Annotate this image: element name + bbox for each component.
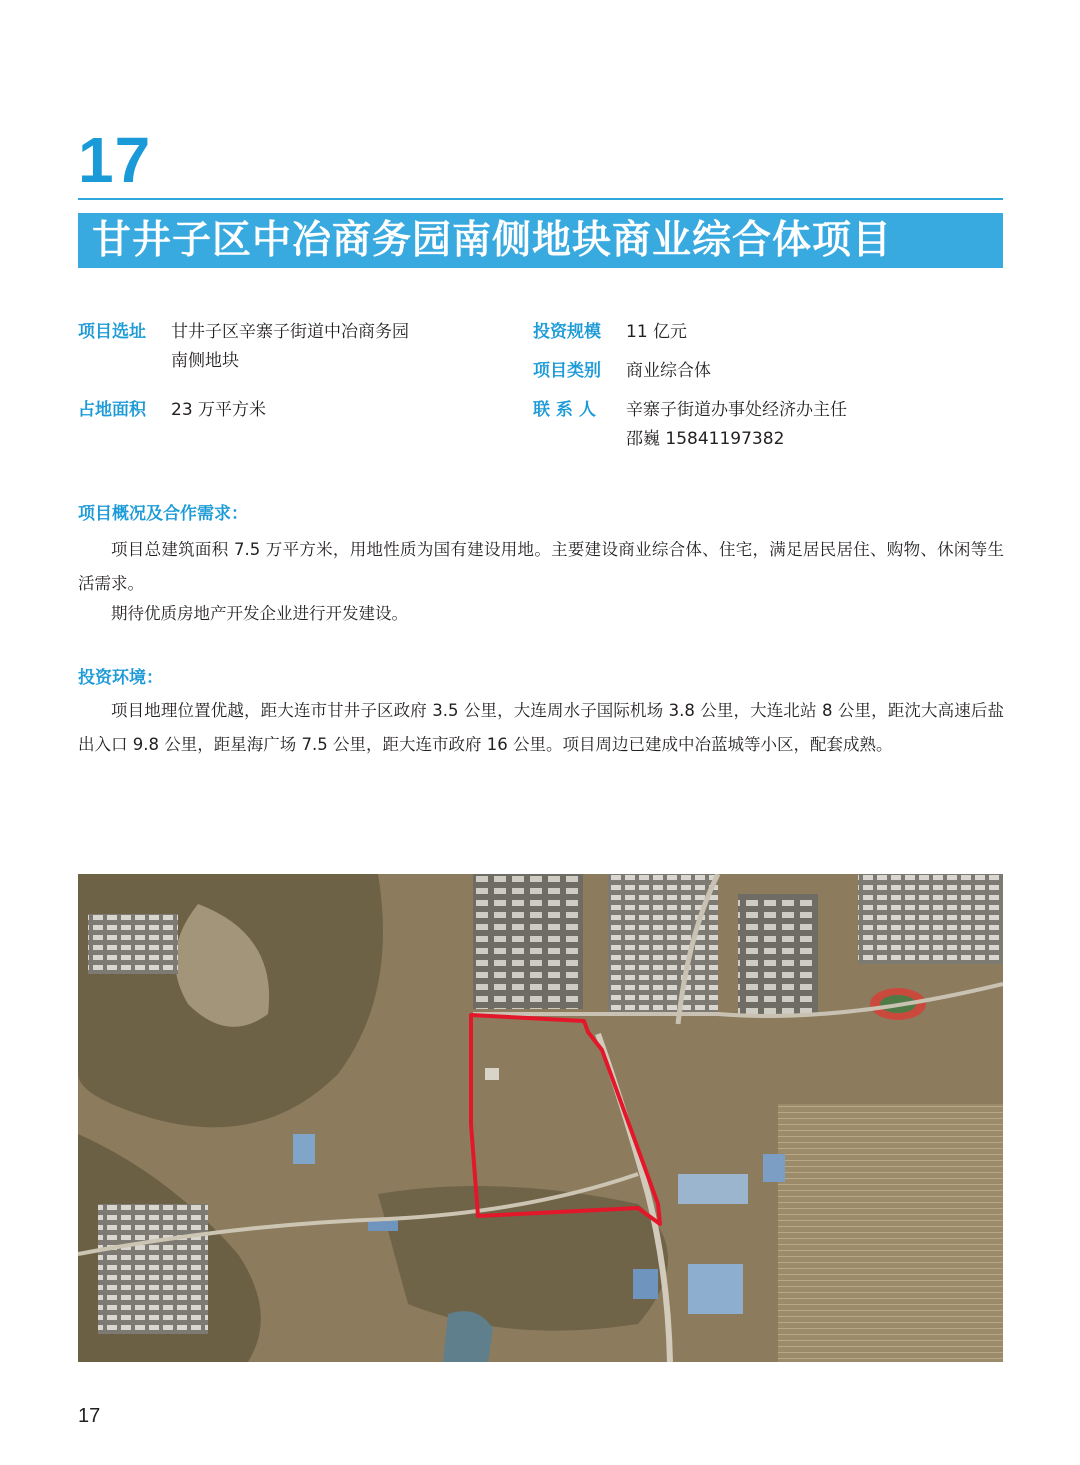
location-value-line2: 南侧地块 xyxy=(171,351,239,371)
contact-label: 联 系 人 xyxy=(533,400,596,420)
project-title: 甘井子区中冶商务园南侧地块商业综合体项目 xyxy=(78,213,1003,268)
project-number: 17 xyxy=(78,124,152,196)
area-label: 占地面积 xyxy=(78,400,146,420)
overview-paragraph-2: 期待优质房地产开发企业进行开发建设。 xyxy=(111,604,408,623)
area-field xyxy=(78,396,498,426)
environment-paragraph: 项目地理位置优越，距大连市甘井子区政府 3.5 公里，大连周水子国际机场 3.8 公里，大连北站 8 公里，距沈大高速后盐出入口 9.8 公里，距星海广场 7.5 公里，距大连市政府 16 公里。项目周边已建成中冶蓝城等小区，配套成熟。 xyxy=(78,701,1004,754)
investment-value: 11 亿元 xyxy=(626,322,688,342)
location-field xyxy=(78,318,498,378)
category-label: 项目类别 xyxy=(533,361,601,381)
contact-field xyxy=(533,396,993,456)
category-field xyxy=(533,357,993,387)
overview-paragraph-1: 项目总建筑面积 7.5 万平方米，用地性质为国有建设用地。主要建设商业综合体、住宅，满足居民居住、购物、休闲等生活需求。 xyxy=(78,540,1004,593)
environment-heading: 投资环境： xyxy=(78,668,163,688)
location-label: 项目选址 xyxy=(78,322,146,342)
investment-label: 投资规模 xyxy=(533,322,601,342)
satellite-map-image xyxy=(78,874,1003,1362)
area-value: 23 万平方米 xyxy=(171,400,267,420)
page-number: 17 xyxy=(78,1405,101,1427)
overview-heading: 项目概况及合作需求： xyxy=(78,504,248,524)
investment-field xyxy=(533,318,993,348)
contact-value-line2: 邵巍 15841197382 xyxy=(626,429,785,449)
contact-value-line1: 辛寨子街道办事处经济办主任 xyxy=(626,400,847,420)
category-value: 商业综合体 xyxy=(626,361,711,381)
header-rule xyxy=(78,198,1003,200)
location-value-line1: 甘井子区辛寨子街道中冶商务园 xyxy=(171,322,409,342)
